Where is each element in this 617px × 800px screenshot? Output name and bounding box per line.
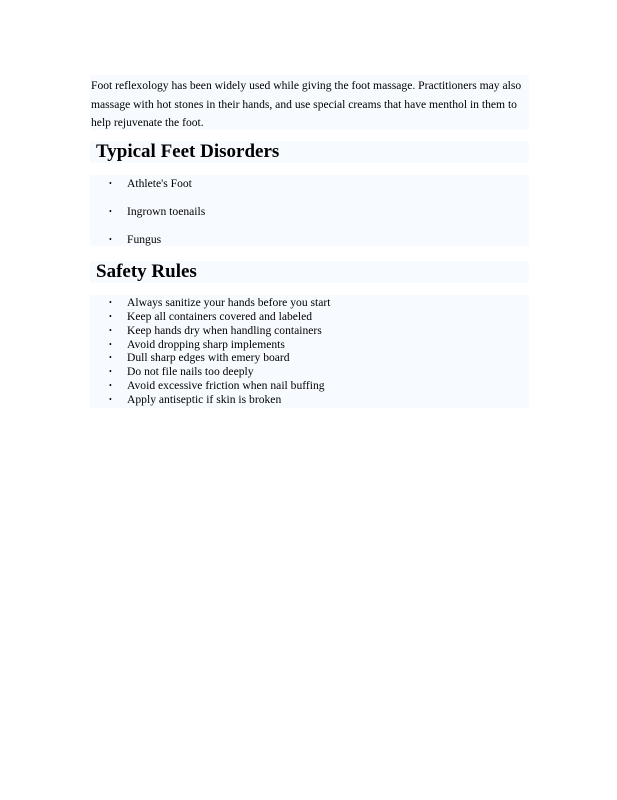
bullet-icon: • — [109, 381, 112, 391]
section-heading-safety: Safety Rules — [90, 261, 529, 283]
list-item: • Athlete's Foot — [109, 177, 192, 190]
section-heading-disorders: Typical Feet Disorders — [90, 141, 529, 163]
bullet-icon: • — [109, 298, 112, 307]
list-item: • Ingrown toenails — [109, 205, 206, 218]
bullet-icon: • — [109, 353, 112, 363]
list-item: • Do not file nails too deeply — [109, 365, 254, 379]
bullet-icon: • — [109, 311, 112, 321]
bullet-icon: • — [109, 179, 112, 188]
bullet-icon: • — [109, 339, 112, 349]
bullet-icon: • — [109, 235, 112, 244]
safety-rules-list — [90, 295, 529, 408]
list-item: • Always sanitize your hands before you start — [109, 296, 331, 309]
bullet-icon: • — [109, 394, 112, 404]
list-item: • Apply antiseptic if skin is broken — [109, 392, 282, 406]
bullet-icon: • — [109, 325, 112, 335]
list-item: • Dull sharp edges with emery board — [109, 351, 290, 365]
list-item: • Keep hands dry when handling containers — [109, 323, 322, 337]
bullet-icon: • — [109, 367, 112, 377]
bullet-icon: • — [109, 207, 112, 216]
intro-paragraph: Foot reflexology has been widely used while giving the foot massage. Practitioners may also massage with hot stones in their hands, and use special creams that have menthol in them to help rejuvenate the foot. — [90, 75, 529, 130]
disorders-list — [90, 175, 529, 246]
list-item: • Avoid excessive friction when nail buffing — [109, 379, 325, 393]
list-item: • Keep all containers covered and labeled — [109, 309, 313, 323]
list-item: • Fungus — [109, 233, 162, 246]
list-item: • Avoid dropping sharp implements — [109, 337, 285, 351]
